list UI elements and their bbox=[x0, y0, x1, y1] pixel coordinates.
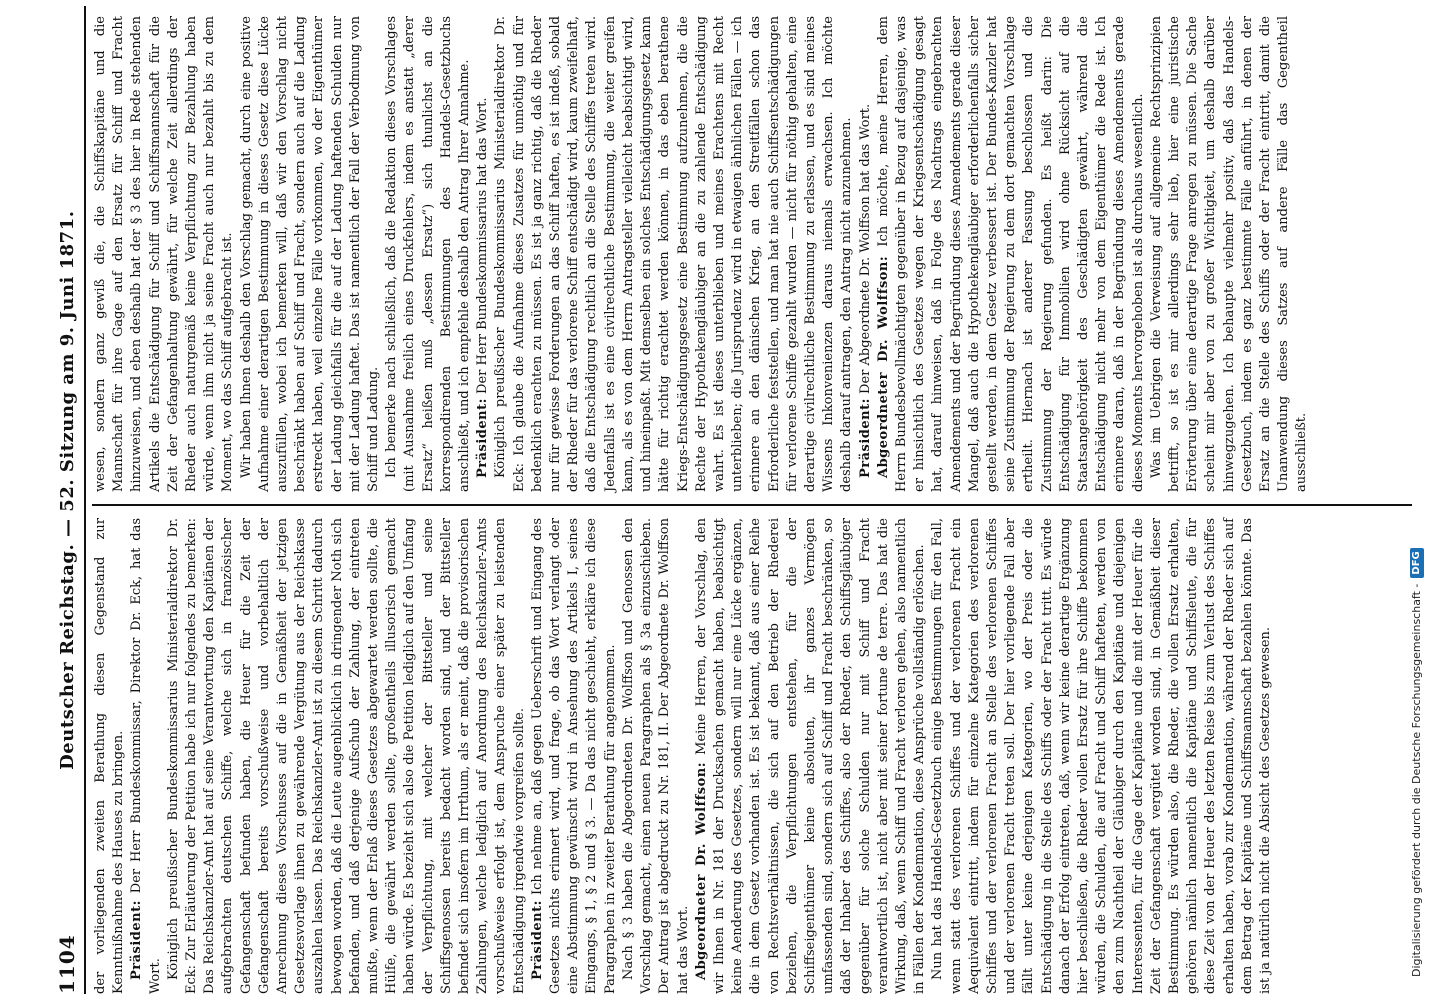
paragraph bbox=[165, 518, 529, 994]
paragraph bbox=[529, 518, 620, 994]
left-column bbox=[92, 512, 1412, 1000]
footer-credit bbox=[1406, 22, 1428, 977]
paragraph-text: Ich bemerke nach schließlich, daß die Redaktion dieses Vorschlages (mit Ausnahme freilich eines Druckfehlers, indem es anstatt „derer Ersatz“ heißen muß „dessen Ersatz“) sich thunlichst an die korrespondirenden Bestimmungen des Handels-Gesetzbuchs anschließt, und ich empfehle deshalb den Antrag Ihrer Annahme. bbox=[384, 16, 473, 492]
paragraph bbox=[693, 518, 930, 994]
paragraph bbox=[929, 518, 1275, 994]
page-number: 1104 bbox=[55, 934, 79, 994]
paragraph-text: Was im Uebrigen die Verweisung auf allgemeine Rechtsprinzipien betrifft, so ist es mir allerdings sehr lieb, hier eine juristische Erörterung über eine derartige Frage anregen zu müssen. Die Sache scheint mir aber von zu großer Wichtigkeit, um deshalb darüber hinwegzugehen. Ich behaupte vielmehr positiv, daß das Handels-Gesetzbuch, indem es ganz bestimmte Fälle anführt, in denen der Ersatz an die Stelle des Schiffs oder der Fracht eintritt, damit die Unanwendung dieses Satzes auf andere Fälle das Gegentheil ausschließt. bbox=[1148, 16, 1310, 492]
paragraph bbox=[620, 518, 693, 994]
paragraph bbox=[92, 518, 128, 994]
paragraph bbox=[474, 16, 492, 492]
speaker-label: Abgeordneter Dr. Wolffson: bbox=[693, 761, 709, 980]
paragraph-text: Königlich preußischer Bundeskommissarius Ministerialdirektor Dr. Eck: Ich glaube die Aufnahme dieses Zusatzes für unnöthig und für bedenklich erachten zu müssen. Es ist ja ganz richtig, daß die Rheder nur für gewisse Forderungen an das Schiff haften, es ist indeß, sobald der Rheder für das verlorene Schiff entschädigt wird, kaum zweifelhaft, daß die Entschädigung rechtlich an die Stelle des Schiffes treten wird. Jedenfalls ist es eine civilrechtliche Bestimmung, die weiter greifen kann, als es von dem Herrn Antragsteller vielleicht beabsichtigt wird, und hineinpaßt. Mit demselben ein solches Entschädigungsgesetz kann hätte für richtig erachtet werden können, in das eben berathene Kriegs-Entschädigungsgesetz eine Bestimmung aufzunehmen, die die Rechte der Hypothekengläubiger an die zu zahlende Entschädigung wahrt. Es ist dieses unterblieben und meines Erachtens mit Recht unterblieben; die Jurisprudenz wird in etwaigen ähnlichen Fällen — ich erinnere an den dänischen Krieg, an den Streitfällen schon das Erforderliche feststellen, und man hat nie auch Schiffsentschädigungen für verlorene Schiffe gezahlt wurden — nicht für nöthig gehalten, eine derartige civilrechtliche Bestimmung zu erlassen, und es sind meines Wissens Inkonvenienzen daraus niemals erwachsen. Ich möchte deshalb darauf antragen, den Antrag nicht anzunehmen. bbox=[493, 16, 855, 492]
paragraph-text: wesen, sondern ganz gewiß die, die Schiffskapitäne und die Mannschaft für ihre Gage auf den Ersatz für Schiff und Fracht hinzuweisen, und eben deshalb hat der § 3 des hier in Rede stehenden Artikels die Entschädigung für Schiff und Schiffsmannschaft für die Zeit der Gefangenhaltung gewährt, für welche Zeit allerdings der Rheder auch naturgemäß keine Verpflichtung zur Bezahlung haben würde, wenn ihm nicht ja seine Fracht auch nur bezahlt bis zu dem Moment, wo das Schiff aufgebracht ist. bbox=[93, 16, 236, 492]
paragraph-text: Meine Herren, der Vorschlag, den wir Ihnen in Nr. 181 der Drucksachen gemacht haben, beabsichtigt keine Aenderung des Gesetzes, sondern will nur eine Lücke ergänzen, die in dem Gesetz vorhanden ist. Es ist bekannt, daß aus einer Reihe von Rechtsverhältnissen, die sich auf den Betrieb der Rhederei beziehen, die Verpflichtungen entstehen, für die der Schiffseigenthümer keine absoluten, ihr ganzes Vermögen umfassenden sind, sondern sich auf Schiff und Fracht beschränken, so daß der Inhaber des Schiffes, also der Rheder, den Schiffsgläubiger gegenüber für solche Schulden nur mit Schiff und Fracht verantwortlich ist, nicht aber mit seiner fortune de terre. Das hat die Wirkung, daß, wenn Schiff und Fracht verloren gehen, also namentlich in Fällen der Kondemnation, diese Ansprüche vollständig erlöschen. bbox=[693, 518, 928, 994]
paragraph-text: der vorliegenden zweiten Berathung diesen Gegenstand zur Kenntnißnahme des Hauses zu bringen. bbox=[93, 518, 127, 994]
running-title: Deutscher Reichstag. — 52. Sitzung am 9. Juni 1871. bbox=[56, 210, 78, 770]
paragraph-text: Ich nehme an, daß gegen Ueberschrift und Eingang des Gesetzes nichts erinnert wird, und frage, ob das Wort verlangt oder eine Abstimmung gewünscht wird in Ansehung des Artikels I, seines Eingangs, § 1, § 2 und § 3. — Da das nicht geschieht, erkläre ich diese Paragraphen in zweiter Berathung für angenommen. bbox=[529, 518, 618, 994]
text-columns bbox=[92, 0, 1412, 1000]
paragraph bbox=[857, 16, 875, 492]
paragraph-text: Wir haben Ihnen deshalb den Vorschlag gemacht, durch eine positive Aufnahme einer derartigen Bestimmung in dieses Gesetz diese Lücke auszufüllen, wobei ich bemerken will, daß wir den Vorschlag nicht beschränkt haben auf Schiff und Fracht, sondern auch auf die Ladung erstreckt haben, weil einzelne Fälle vorkommen, wo der Eigenthümer der Ladung gleichfalls für die auf der Ladung haftenden Schulden nur mit der Ladung haftet. Das ist namentlich der Fall der Verbodmung von Schiff und Ladung. bbox=[238, 16, 382, 492]
footer-credit-line bbox=[1406, 22, 1428, 977]
right-column bbox=[92, 10, 1412, 498]
newspaper-sheet bbox=[50, 0, 1422, 1000]
paragraph-text: Königlich preußischer Bundeskommissarius Ministerialdirektor Dr. Eck: Zur Erläuterung der Petition habe ich nur folgendes zu bemerken: Das Reichskanzler-Amt hat auf seine Verantwortung den Kapitänen der aufgebrachten deutschen Schiffe, welche sich in französischer Gefangenschaft befunden haben, die Heuer für die Zeit der Gefangenschaft bereits vorschußweise und vorbehaltlich der Anrechnung dieses Vorschusses auf die in Gemäßheit der jetzigen Gesetzesvorlage ihnen zu gewährende Vergütung aus der Reichskasse auszahlen lassen. Das Reichskanzler-Amt ist zu diesem Schritt dadurch bewogen worden, daß die Leute augenblicklich in dringender Noth sich befanden, und daß derjenige Aufschub der Zahlung, der eintreten mußte, wenn der Erlaß dieses Gesetzes abgewartet werden sollte, die Hülfe, die gewährt werden sollte, großentheils illusorisch gemacht haben würde. Es bezieht sich also die Petition lediglich auf den Umfang der Verpflichtung, mit welcher der Bittsteller und seine Schiffsgenossen bereits bedacht worden sind, und der Bittsteller befindet sich insofern im Irrthum, als er meint, daß die provisorischen Zahlungen, welche lediglich auf Anordnung des Reichskanzler-Amts vorschußweise erfolgt ist, dem Anspruche einer später zu leistenden Entschädigung irgendwie vorgreifen sollte. bbox=[165, 518, 527, 994]
running-head bbox=[50, 6, 86, 994]
credit-text: Digitalisierung gefördert durch die Deutsche Forschungsgemeinschaft - bbox=[1410, 583, 1423, 977]
paragraph-text: Nach § 3 haben die Abgeordneten Dr. Wolffson und Genossen den Vorschlag gemacht, einen neuen Paragraphen als § 3a einzuschieben. Der Antrag ist abgedruckt zu Nr. 181, II. Der Abgeordnete Dr. Wolffson hat das Wort. bbox=[620, 518, 691, 994]
speaker-label: Präsident: bbox=[529, 900, 545, 980]
paragraph bbox=[92, 16, 238, 492]
paragraph-text: Der Herr Bundeskommissar, Direktor Dr. Eck, hat das Wort. bbox=[129, 518, 163, 994]
speaker-label: Präsident: bbox=[857, 398, 873, 478]
paragraph bbox=[492, 16, 856, 492]
paragraph-text: Ich möchte, meine Herren, dem Herrn Bundesbevollmächtigten gegenüber in Bezug auf dasjenige, was er hinsichtlich des Gesetzes wegen der Kriegsentschädigung gesagt hat, darauf hinweisen, daß in Folge des Nachtrags eingebrachten Amendements und der Begründung dieses Amendements gerade dieser Mangel, daß auch die Hypothekengläubiger erforderlichenfalls sicher gestellt werden, in dem Gesetz verbessert ist. Der Bundes-Kanzler hat seine Zustimmung der Regierung zu dem dort gemachten Vorschlage ertheilt. Hiernach ist anderer Fassung beschlossen und die Zustimmung der Regierung gefunden. Es heißt darin: Die Entschädigung für Immobilien wird ohne Rücksicht auf die Staatsangehörigkeit des Geschädigten gewährt, während die Entschädigung nicht mehr von dem Eigenthümer die Rede ist. Ich erinnere daran, daß in der Begründung dieses Amendements gerade dieses Moments hervorgehoben ist als durchaus wesentlich. bbox=[875, 16, 1146, 492]
speaker-label: Abgeordneter Dr. Wolffson: bbox=[875, 255, 891, 478]
dfg-logo: DFG bbox=[1410, 548, 1424, 577]
paragraph-text: Der Herr Bundeskommissarius hat das Wort. bbox=[475, 97, 491, 394]
column-rule bbox=[92, 504, 1412, 506]
paragraph bbox=[1148, 16, 1312, 492]
paragraph bbox=[238, 16, 384, 492]
paragraph bbox=[128, 518, 164, 994]
paragraph-text: Der Abgeordnete Dr. Wolffson hat das Wort. bbox=[857, 103, 873, 394]
speaker-label: Präsident: bbox=[129, 900, 145, 980]
paragraph bbox=[875, 16, 1148, 492]
paragraph bbox=[383, 16, 474, 492]
speaker-label: Präsident: bbox=[475, 398, 491, 478]
paragraph-text: Nun hat das Handels-Gesetzbuch einige Bestimmungen für den Fall, wenn statt des verlorenen Schiffes und der verlorenen Fracht ein Aequivalent eintritt, indem für einzelne Kategorien des verlorenen Schiffes und der verlorenen Fracht an Stelle des verlorenen Schiffes und der verlorenen Fracht treten soll. Der hier vorliegende Fall aber fällt unter keine derjenigen Kategorien, wo der Preis oder die Entschädigung in die Stelle des Schiffs oder der Fracht tritt. Es würde danach der Erfolg eintreten, daß, wenn wir keine derartige Ergänzung hier beschließen, die Rheder vollen Ersatz für ihre Schiffe bekommen würden, die Schulden, die auf Fracht und Schiff hafteten, werden von den zum Nachtheil der Gläubiger durch den Kapitäne und diejenigen Interessenten, für die Gage der Kapitäne und die mit der Heuer für die Zeit der Gefangenschaft vergütet worden sind, in Gemäßheit dieser Bestimmung. Es würden also, die Rheder, die vollen Ersatz erhalten, gehören nämlich namentlich die Kapitäne und Schiffsleute, die für diese Zeit von der Heuer des letzten Reise bis zum Verlust des Schiffes erhalten haben, vorab zur Kondemnation, während der Rheder sich auf dem Betrag der Kapitäne und Schiffsmannschaft bezahlen könnte. Das ist ja natürlich nicht die Absicht des Gesetzes gewesen. bbox=[930, 518, 1273, 994]
